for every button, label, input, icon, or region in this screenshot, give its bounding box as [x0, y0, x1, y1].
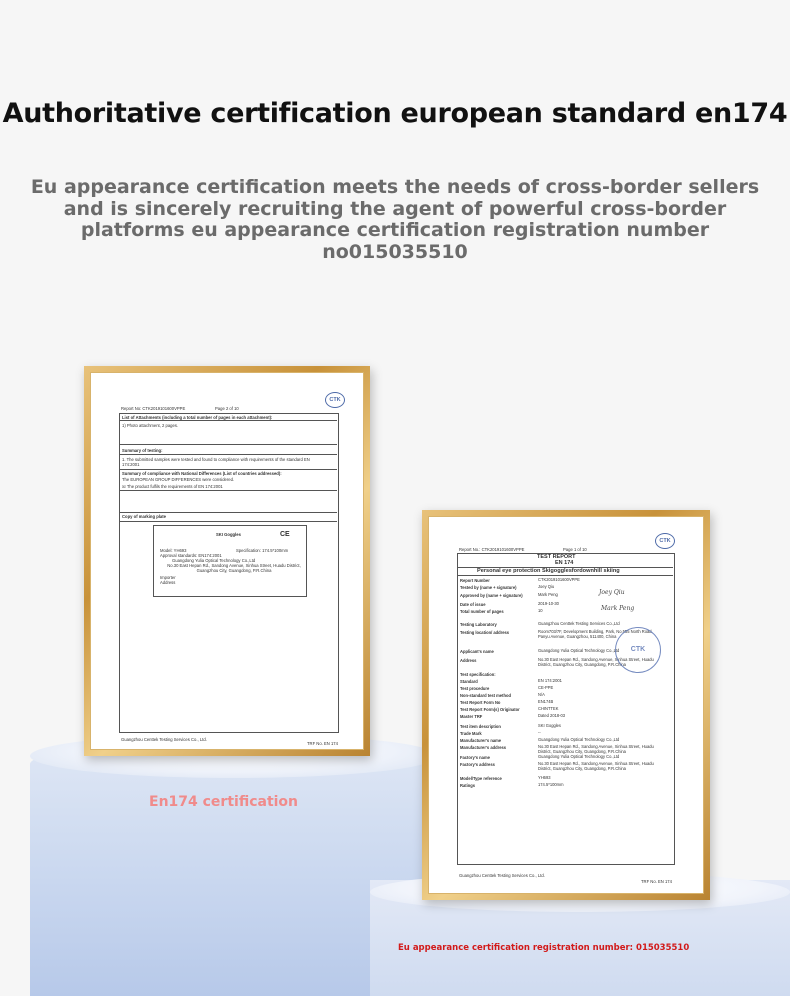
report-row-label: Master TRF: [460, 714, 483, 719]
lab-stamp-icon: CTK: [615, 627, 661, 673]
plate-spec: Specification: 174.5*100mm: [236, 548, 289, 553]
page-number: Page 1 of 10: [563, 547, 587, 552]
plate-address-label: Address: [160, 580, 176, 585]
plate-model: Model: YH693: [160, 548, 187, 553]
report-row-label: Date of issue: [460, 602, 486, 607]
plate-company: Guangdong Yulia Optical Technology Co.,Ltd: [172, 558, 256, 563]
report-row-value: EN174B: [538, 699, 554, 704]
signature-tester: Joey Qiu: [599, 589, 625, 596]
attachments-heading: List of Attachments (including a total number of pages in each attachment):: [122, 415, 273, 420]
report-number: Report No: CTK2019101600VPPE: [121, 406, 186, 411]
report-row-value: YH693: [538, 775, 551, 780]
report-row-label: Trade Mark: [460, 731, 482, 736]
left-caption: En174 certification: [149, 794, 299, 810]
report-subject: Personal eye protection Skigogglesfordownhill skiing: [477, 568, 620, 574]
ctk-logo-icon: CTK: [655, 533, 675, 549]
plate-product: SKI Goggles: [216, 532, 241, 537]
summary-heading: Summary of testing:: [122, 448, 163, 453]
marking-heading: Copy of marking plate: [122, 514, 166, 519]
footer-lab: Guangzhou Centtek Testing Services Co., Ltd.: [459, 873, 545, 878]
report-row-value: Guangzhou Centtek Testing Services Co.,Ltd: [538, 621, 620, 626]
report-row-label: Address: [460, 658, 477, 663]
report-row-value: CTK2019101600VPPE: [538, 577, 580, 582]
left-certificate-document: [91, 373, 363, 749]
report-row-value: No.30 East Hepan Rd., Sandong Avenue, Xinhua Street, Huadu District, Guangzhou City, Guangdong, P.R.China: [538, 761, 654, 771]
report-row-label: Report Number: [460, 578, 490, 583]
report-number: Report No.: CTK2019101600VPPE: [459, 547, 525, 552]
report-row-value: 10: [538, 608, 543, 613]
report-row-label: Test Report Form(s) Originator: [460, 707, 520, 712]
report-row-value: No.30 East Hepan Rd., Sandong Avenue, Xinhua Street, Huadu District, Guangzhou City, Guangdong, P.R.China: [538, 744, 654, 754]
report-row-value: Guangdong Yulia Optical Technology Co.,Ltd: [538, 648, 620, 653]
plate-standards: Approval standards: EN174:2001: [160, 553, 222, 558]
report-row-label: Non-standard test method: [460, 693, 511, 698]
compliance-text: The EUROPEAN GROUP DIFFERENCES were considered.: [122, 477, 235, 482]
report-row-label: Test Report Form No: [460, 700, 501, 705]
attachments-item: 1) Photo attachment, 2 pages.: [122, 423, 179, 428]
report-row-value: Dated 2018-03: [538, 713, 566, 718]
report-row-label: Testing Laboratory: [460, 622, 497, 627]
report-row-label: Standard: [460, 679, 478, 684]
report-row-label: Manufacturer's address: [460, 745, 507, 750]
report-row-value: 2019-10-30: [538, 601, 559, 606]
report-row-value: CE-PPE: [538, 685, 554, 690]
ce-mark-icon: CE: [280, 531, 290, 538]
footer-trf: TRF No. EN 174: [641, 879, 672, 884]
report-standard: EN 174: [555, 560, 574, 566]
report-row-label: Testing location/ address: [460, 630, 510, 635]
report-row-value: N/A: [538, 692, 545, 697]
report-row-label: Test procedure: [460, 686, 490, 691]
report-title: TEST REPORT: [537, 554, 576, 560]
ctk-logo-icon: CTK: [325, 392, 345, 408]
compliance-heading: Summary of compliance with National Differences (List of countries addressed):: [122, 471, 282, 476]
right-caption: Eu appearance certification registration number: 015035510: [398, 943, 690, 953]
footer-trf: TRF No. EN 174: [307, 741, 338, 746]
report-rows: [458, 578, 672, 818]
report-row-label: Factory's address: [460, 762, 495, 767]
report-row-label: Approved by (name + signature): [460, 593, 523, 598]
report-row-value: --: [538, 730, 541, 735]
report-row-label: Applicant's name: [460, 649, 494, 654]
report-row-value: Guangdong Yulia Optical Technology Co.,Ltd: [538, 737, 620, 742]
report-row-value: SKI Goggles: [538, 723, 561, 728]
report-row-label: Test specification:: [460, 672, 496, 677]
summary-text: 1. The submitted samples were tested and found to compliance with requirements of the standard EN 174:2001: [122, 457, 310, 467]
report-row-value: CHINTTEK: [538, 706, 559, 711]
report-row-label: Model/Type reference: [460, 776, 502, 781]
page-subtitle: Eu appearance certification meets the needs of cross-border sellers and is sincerely recruiting the agent of powerful cross-border platforms eu appearance certification registration number no015035510: [30, 176, 760, 263]
report-row-label: Tested by (name + signature): [460, 585, 517, 590]
page-number: Page 2 of 10: [215, 406, 239, 411]
report-row-label: Factory's name: [460, 755, 490, 760]
report-row-value: Mark Peng: [538, 592, 558, 597]
right-certificate-document: [429, 517, 703, 893]
page-title: Authoritative certification european standard en174: [2, 98, 788, 129]
report-row-label: Ratings: [460, 783, 476, 788]
report-row-value: 174.5*100mm: [538, 782, 564, 787]
report-row-value: Room703/7F, Development Building, Park, No.555 North Road Panyu Avenue, Guangzhou, 511400, China: [538, 629, 652, 639]
plate-importer: Importer: [160, 575, 176, 580]
report-row-value: Guangdong Yulia Optical Technology Co.,Ltd: [538, 754, 620, 759]
right-certificate-frame: [422, 510, 710, 900]
report-row-label: Total number of pages: [460, 609, 504, 614]
compliance-check-label: The product fulfils the requirements of EN 174:2001: [126, 484, 223, 489]
report-row-value: EN 174:2001: [538, 678, 562, 683]
left-certificate-frame: [84, 366, 370, 756]
compliance-check: ☒ The product fulfils the requirements of EN 174:2001: [122, 484, 223, 489]
footer-lab: Guangzhou Centtek Testing Services Co., Ltd.: [121, 737, 207, 742]
report-row-value: Joey Qiu: [538, 584, 555, 589]
plate-address: No.30 East Hepan Rd., Sandong Avenue, Xinhua Street, Huadu District, Guangzhou City, Guangdong, P.R.China: [167, 563, 301, 573]
signature-approver: Mark Peng: [601, 605, 635, 612]
report-row-label: Manufacturer's name: [460, 738, 502, 743]
marking-plate: [153, 525, 307, 597]
report-row-value: No.30 East Hepan Rd., Sandong Avenue, Xinhua Street, Huadu District, Guangzhou City, Guangdong, P.R.China: [538, 657, 654, 667]
report-row-label: Test item description: [460, 724, 501, 729]
